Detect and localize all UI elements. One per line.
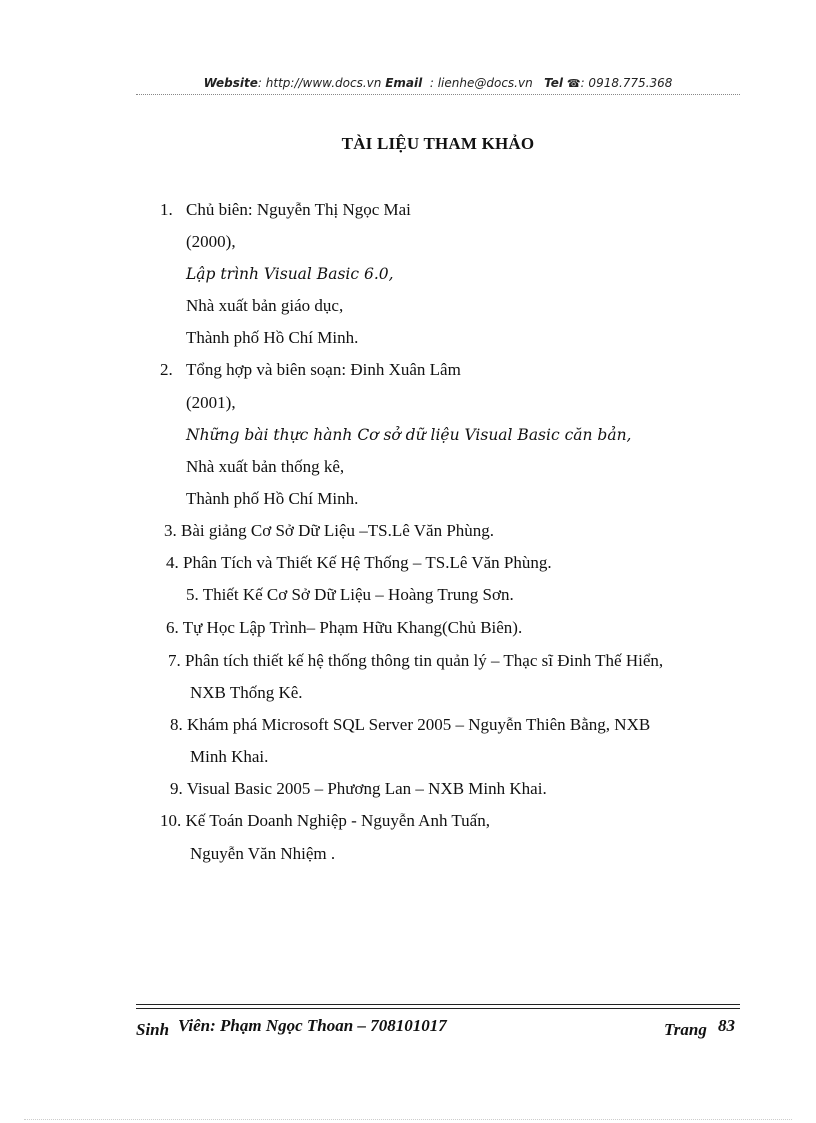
ref-6: 6. Tự Học Lập Trình– Phạm Hữu Khang(Chủ Biên). [166,618,523,637]
ref-8-line-1: 8. Khám phá Microsoft SQL Server 2005 – Nguyễn Thiên Bằng, NXB [170,715,651,734]
ref-3: 3. Bài giảng Cơ Sở Dữ Liệu –TS.Lê Văn Phùng. [164,521,495,540]
page-header [136,76,740,90]
ref-2-book-title: Những bài thực hành Cơ sở dữ liệu Visual Basic căn bản, [186,426,632,444]
ref-2-publisher: Nhà xuất bản thống kê, [186,457,345,476]
ref-1-city: Thành phố Hồ Chí Minh. [186,328,359,347]
page-edge-divider [24,1119,792,1120]
ref-1-author: Chủ biên: Nguyễn Thị Ngọc Mai [186,200,411,219]
website-url[interactable]: http://www.docs.vn [265,76,382,90]
header-divider [136,94,740,95]
ref-8-line-2: Minh Khai. [190,747,269,766]
ref-7-line-1: 7. Phân tích thiết kế hệ thống thông tin quản lý – Thạc sĩ Đinh Thế Hiển, [168,651,664,670]
footer-student: Viên: Phạm Ngọc Thoan – 708101017 [178,1016,447,1035]
ref-4: 4. Phân Tích và Thiết Kế Hệ Thống – TS.Lê Văn Phùng. [166,553,552,572]
ref-1-number: 1. [160,200,173,219]
email-label: Email [385,76,423,90]
ref-1-book-title: Lập trình Visual Basic 6.0, [186,265,394,283]
ref-2-city: Thành phố Hồ Chí Minh. [186,489,359,508]
email-value[interactable]: lienhe@docs.vn [437,76,533,90]
footer-divider-bottom [136,1008,740,1009]
ref-2-author: Tổng hợp và biên soạn: Đinh Xuân Lâm [186,360,461,379]
footer-divider-top [136,1004,740,1005]
phone-icon: ☎ [566,77,581,90]
ref-1-year: (2000), [186,232,236,251]
ref-10-line-2: Nguyễn Văn Nhiệm . [190,844,336,863]
ref-9: 9. Visual Basic 2005 – Phương Lan – NXB Minh Khai. [170,779,547,798]
ref-10-line-1: 10. Kế Toán Doanh Nghiệp - Nguyễn Anh Tuấn, [160,811,490,830]
ref-7-line-2: NXB Thống Kê. [190,683,303,702]
ref-2-year: (2001), [186,393,236,412]
website-label: Website [203,76,258,90]
ref-2-number: 2. [160,360,173,379]
ref-5: 5. Thiết Kế Cơ Sở Dữ Liệu – Hoàng Trung Sơn. [186,585,514,604]
tel-value: : 0918.775.368 [580,76,673,90]
website-separator: : [257,76,266,90]
footer-page-number: 83 [718,1016,735,1035]
footer-sinh: Sinh [136,1020,170,1039]
footer-page-label: Trang [664,1020,707,1039]
email-separator: : [429,76,438,90]
ref-1-publisher: Nhà xuất bản giáo dục, [186,296,344,315]
tel-label: Tel [544,76,564,90]
page-title: TÀI LIỆU THAM KHẢO [341,134,535,153]
